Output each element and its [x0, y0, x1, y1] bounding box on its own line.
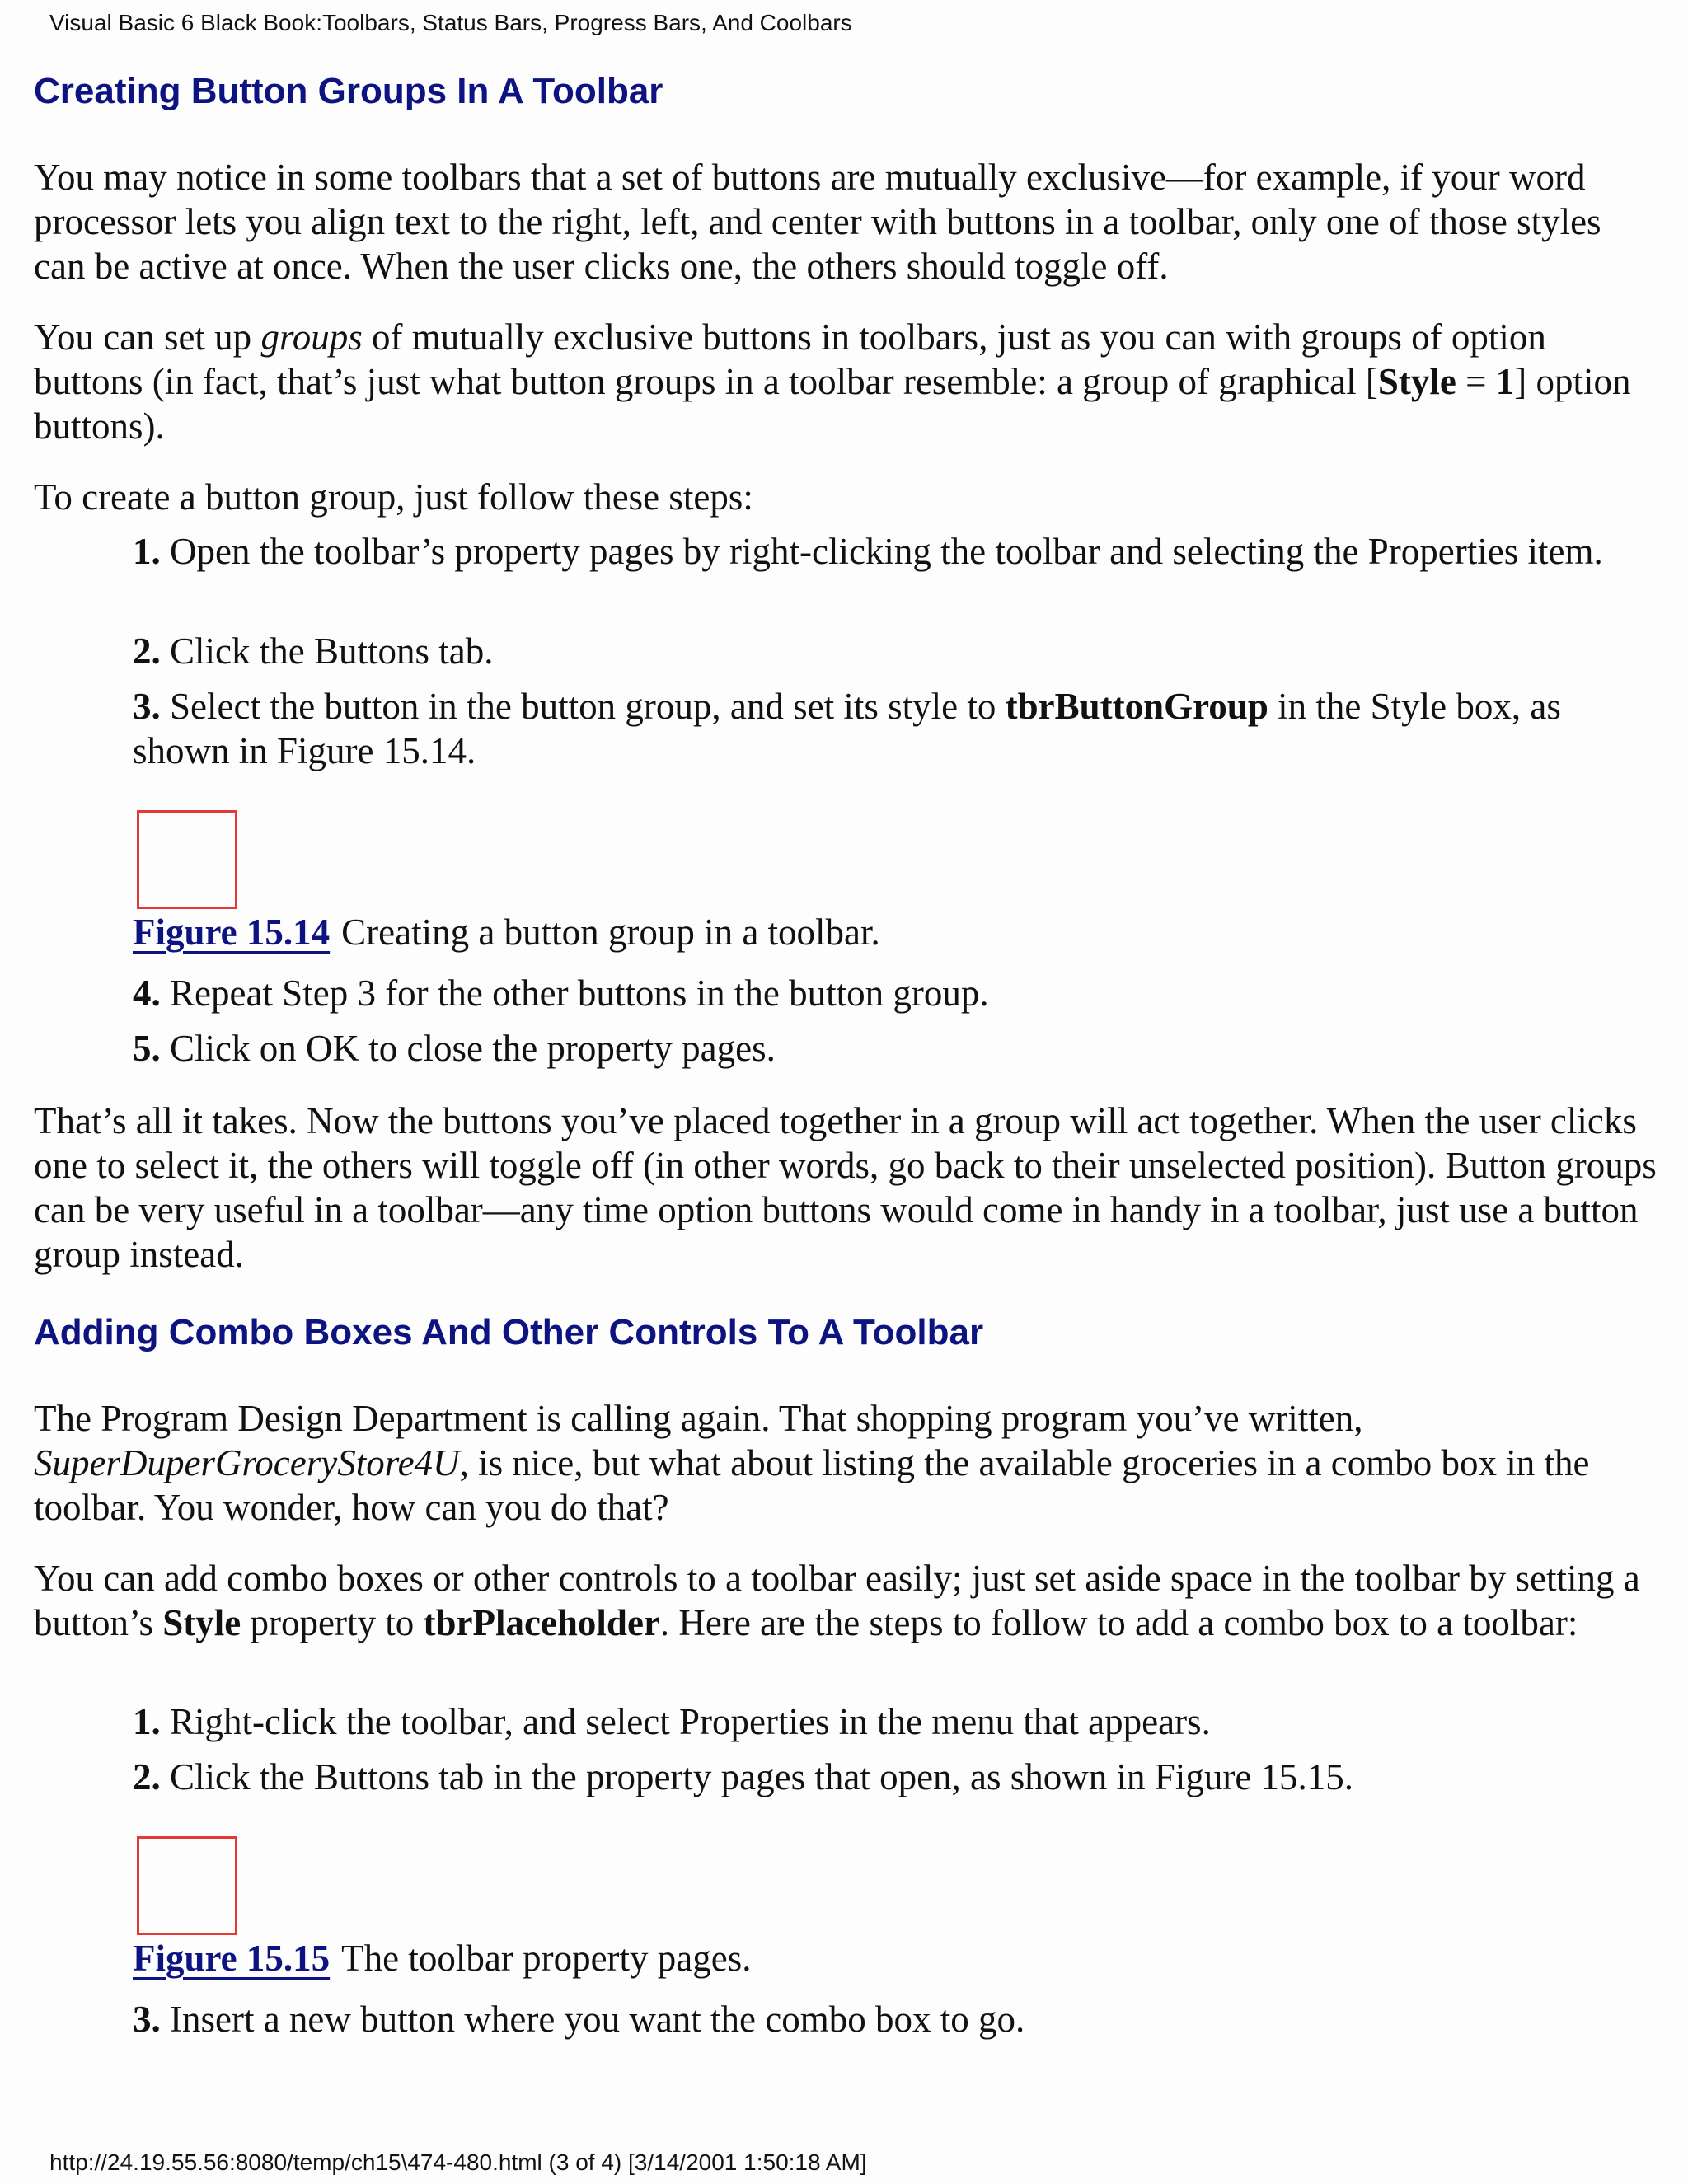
text-run: ] option buttons). — [34, 361, 1631, 447]
bold-term-tbrbuttongroup: tbrButtonGroup — [1005, 686, 1268, 727]
step-text: Insert a new button where you want the combo box to go. — [170, 1999, 1025, 2040]
figure-caption — [133, 1936, 752, 1980]
text-run: You can set up — [34, 316, 261, 358]
figure-15-14-image-placeholder[interactable] — [137, 810, 237, 909]
step-item — [133, 971, 1658, 1015]
text-run: = — [1456, 361, 1496, 402]
step-text: Open the toolbar’s property pages by right-clicking the toolbar and selecting the Properties item. — [170, 531, 1603, 572]
bold-term-style: Style — [1377, 361, 1456, 402]
bold-term-value: 1 — [1495, 361, 1515, 402]
step-number: 1. — [133, 531, 161, 572]
paragraph-program-design — [34, 1396, 1658, 1530]
step-number: 5. — [133, 1028, 161, 1069]
section-heading-combo-boxes: Adding Combo Boxes And Other Controls To A Toolbar — [34, 1312, 984, 1352]
step-number: 3. — [133, 686, 161, 727]
step-number: 4. — [133, 972, 161, 1014]
italic-term-program-name: SuperDuperGroceryStore4U — [34, 1442, 460, 1483]
caption-text: Creating a button group in a toolbar. — [341, 912, 880, 953]
text-run: . Here are the steps to follow to add a combo box to a toolbar: — [659, 1602, 1578, 1643]
step-item — [133, 1755, 1658, 1799]
step-text: Repeat Step 3 for the other buttons in the button group. — [170, 972, 989, 1014]
paragraph-thats-all: That’s all it takes. Now the buttons you’ve placed together in a group will act together. When the user clicks one to select it, the others will toggle off (in other words, go back to their unselected position). Button groups can be very useful in a toolbar—any time option buttons would come in handy in a toolbar, just use a button group instead. — [34, 1100, 1657, 1275]
step-text: Right-click the toolbar, and select Properties in the menu that appears. — [170, 1701, 1211, 1742]
text-run: Select the button in the button group, and set its style to — [170, 686, 1006, 727]
text-run: You can add combo boxes or other controls to a toolbar easily; just set aside space in the toolbar by setting a button’s — [34, 1558, 1640, 1643]
step-text: Click on OK to close the property pages. — [170, 1028, 776, 1069]
figure-caption — [133, 910, 880, 954]
figure-15-14-link[interactable]: Figure 15.14 — [133, 912, 331, 953]
step-text: Click the Buttons tab. — [170, 630, 494, 672]
step-number: 1. — [133, 1701, 161, 1742]
step-item — [133, 629, 1658, 673]
text-run: property to — [241, 1602, 424, 1643]
step-item — [133, 1026, 1658, 1071]
step-text: Click the Buttons tab in the property pages that open, as shown in Figure 15.15. — [170, 1756, 1354, 1797]
italic-term-groups: groups — [260, 316, 363, 358]
bold-term-tbrplaceholder: tbrPlaceholder — [423, 1602, 660, 1643]
paragraph-mutually-exclusive: You may notice in some toolbars that a set of buttons are mutually exclusive—for example, if your word processor lets you align text to the right, left, and center with buttons in a toolbar, only one of those styles can be active at once. When the user clicks one, the others should toggle off. — [34, 157, 1601, 287]
bold-term-style: Style — [162, 1602, 241, 1643]
figure-15-15-image-placeholder[interactable] — [137, 1836, 237, 1935]
step-number: 3. — [133, 1999, 161, 2040]
caption-text: The toolbar property pages. — [341, 1938, 752, 1979]
figure-15-15-link[interactable]: Figure 15.15 — [133, 1938, 331, 1979]
step-number: 2. — [133, 630, 161, 672]
document-header-title: Visual Basic 6 Black Book:Toolbars, Status Bars, Progress Bars, And Coolbars — [49, 10, 852, 35]
text-run: The Program Design Department is calling again. That shopping program you’ve written, — [34, 1398, 1363, 1439]
step-item — [133, 529, 1658, 574]
paragraph-add-combo-boxes — [34, 1556, 1658, 1645]
text-run: of mutually exclusive buttons in toolbars, just as you can with groups of option buttons (in fact, that’s just what button groups in a toolbar resemble: a group of graphical [ — [34, 316, 1546, 402]
step-item — [133, 1997, 1658, 2041]
step-text — [133, 686, 1561, 771]
paragraph-steps-intro: To create a button group, just follow these steps: — [34, 476, 753, 518]
section-heading-button-groups: Creating Button Groups In A Toolbar — [34, 71, 663, 111]
step-number: 2. — [133, 1756, 161, 1797]
step-item — [133, 684, 1658, 773]
document-footer-url: http://24.19.55.56:8080/temp/ch15\474-480.html (3 of 4) [3/14/2001 1:50:18 AM] — [49, 2149, 867, 2175]
step-item — [133, 1699, 1658, 1744]
paragraph-groups — [34, 315, 1658, 448]
text-run: in the Style box, as shown in Figure 15.14. — [133, 686, 1561, 771]
text-run: , is nice, but what about listing the available groceries in a combo box in the toolbar. You wonder, how can you do that? — [34, 1442, 1590, 1528]
